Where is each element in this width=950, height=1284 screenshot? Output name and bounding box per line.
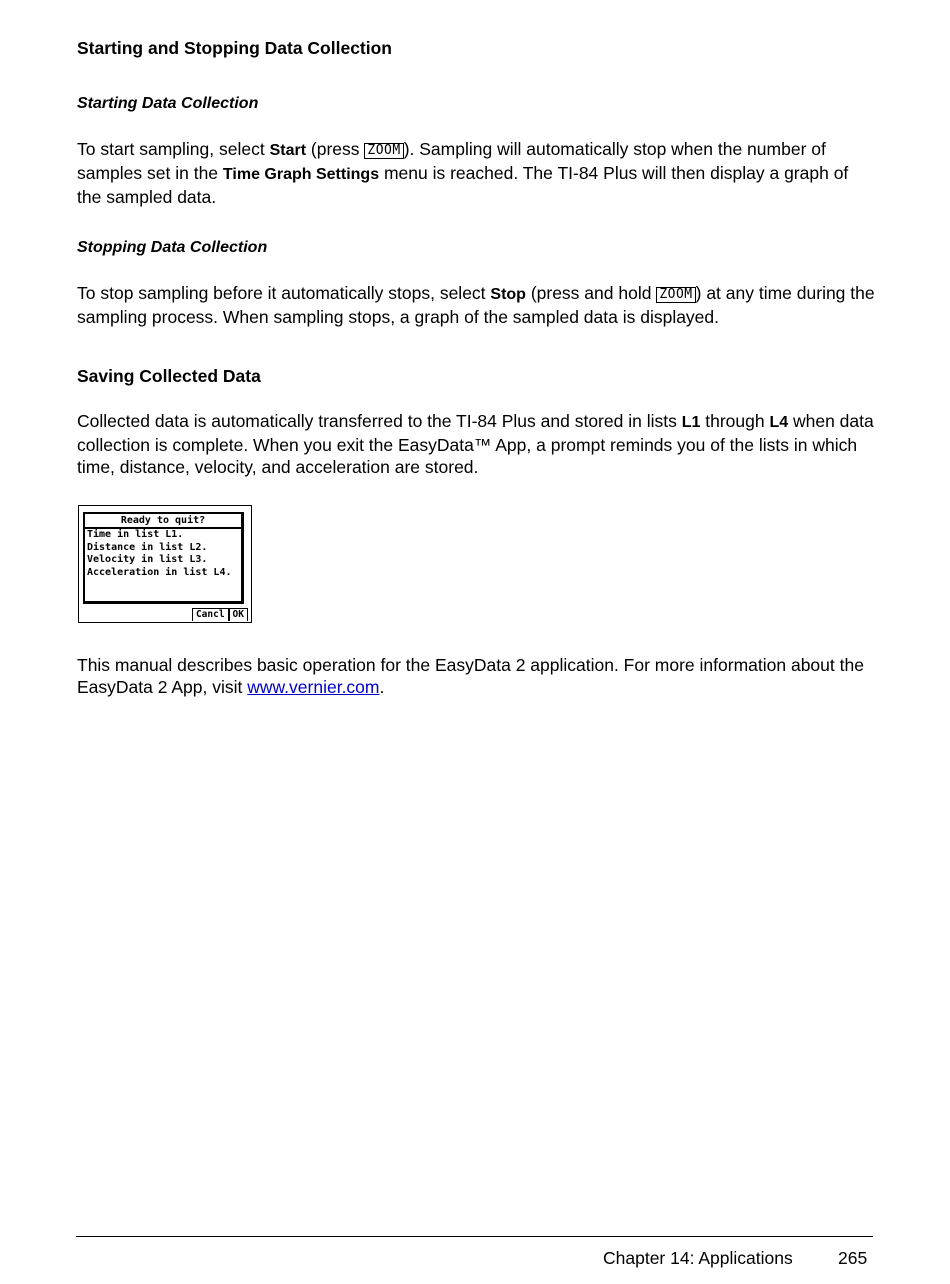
paragraph-saving: Collected data is automatically transferred to the TI-84 Plus and stored in lists L1 through L4 when data collection is complete. When you exit the EasyData™ App, a prompt reminds you of the lists in which time, distance, velocity, and acceleration are stored. — [77, 411, 874, 477]
footer-chapter-title: Chapter 14: Applications — [603, 1248, 793, 1268]
menu-stop-label: Stop — [490, 286, 526, 303]
paragraph-manual-info: This manual describes basic operation for the EasyData 2 application. For more information about the EasyData 2 App, visit www.vernier.com. — [77, 655, 864, 697]
paragraph-starting: To start sampling, select Start (press ZOOM ). Sampling will automatically stop when the number of samples set in the Time Graph Settings menu is reached. The TI-84 Plus will then display a graph of the sampled data. — [77, 139, 849, 207]
calculator-screenshot — [78, 505, 252, 623]
zoom-key-icon: ZOOM — [364, 143, 403, 159]
section-heading-saving: Saving Collected Data — [77, 366, 261, 386]
dialog-title: Ready to quit? — [85, 514, 241, 529]
menu-time-graph-settings: Time Graph Settings — [222, 166, 380, 183]
subheading-stopping: Stopping Data Collection — [77, 239, 268, 256]
vernier-link[interactable]: www.vernier.com — [247, 677, 380, 697]
section-heading-start-stop: Starting and Stopping Data Collection — [77, 38, 392, 58]
ok-button: OK — [229, 608, 248, 621]
subheading-starting: Starting Data Collection — [77, 95, 259, 112]
dialog-line: Acceleration in list L4. — [87, 566, 232, 578]
cancel-button: Cancl — [192, 608, 229, 621]
list-l4-label: L4 — [769, 414, 789, 431]
page-number: 265 — [838, 1248, 868, 1268]
dialog-line: Velocity in list L3. — [87, 554, 208, 565]
dialog-buttons — [192, 608, 248, 621]
menu-start-label: Start — [269, 142, 307, 159]
quit-dialog — [83, 512, 244, 604]
paragraph-stopping: To stop sampling before it automatically stops, select Stop (press and hold ZOOM ) at any time during the sampling process. When sampling stops, a graph of the sampled data is displayed. — [77, 283, 875, 327]
zoom-key-icon: ZOOM — [656, 287, 695, 303]
footer-divider — [76, 1236, 873, 1237]
dialog-line: Distance in list L2. — [87, 541, 208, 553]
dialog-line: Time in list L1. — [87, 529, 184, 540]
list-l1-label: L1 — [681, 414, 701, 431]
